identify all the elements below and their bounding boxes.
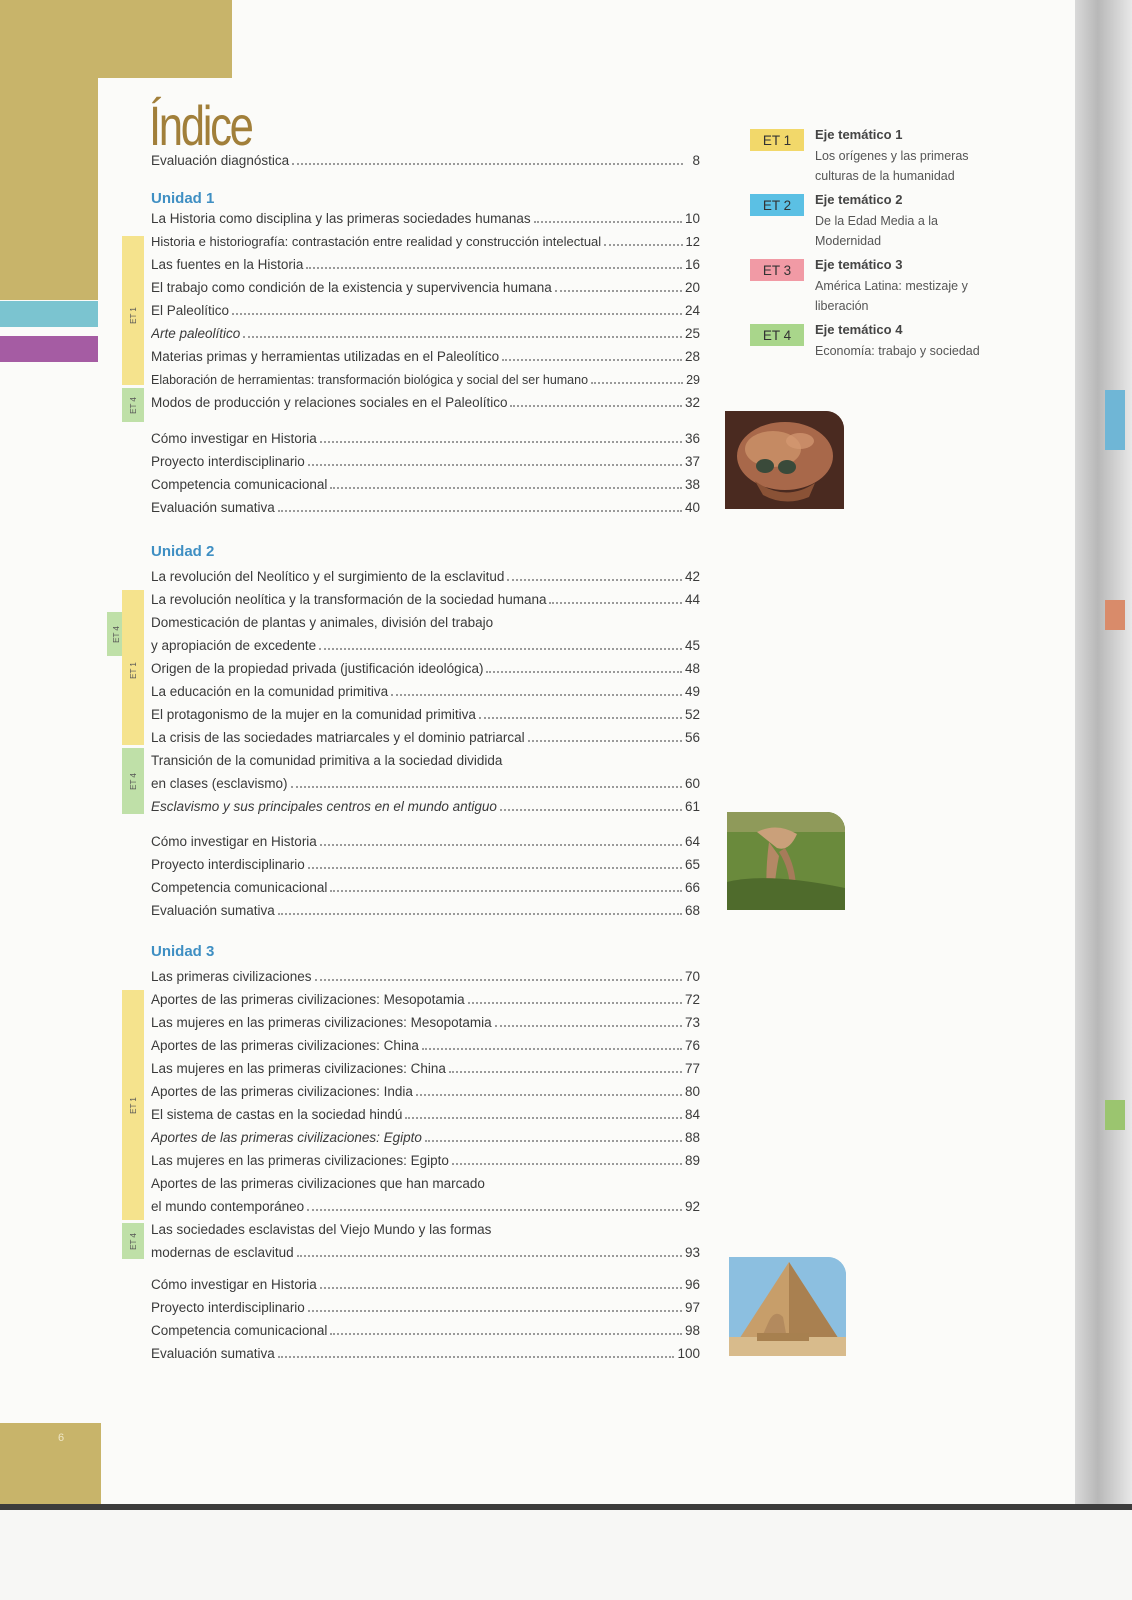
toc-entry-page: 76 xyxy=(684,1038,700,1053)
et4-bar-label: ET 4 xyxy=(128,1232,138,1250)
leader-dots xyxy=(391,694,682,696)
toc-entry-text: Las mujeres en las primeras civilizaciones: Mesopotamia xyxy=(151,1015,492,1030)
toc-entry-text: Materias primas y herramientas utilizadas en el Paleolítico xyxy=(151,349,500,364)
toc-entry[interactable] xyxy=(151,679,700,701)
toc-entry-text: Competencia comunicacional xyxy=(151,1323,328,1338)
toc-entry-text: La educación en la comunidad primitiva xyxy=(151,684,389,699)
toc-entry-page: 25 xyxy=(684,326,700,341)
toc-entry-text: Cómo investigar en Historia xyxy=(151,431,317,446)
toc-extra-entry[interactable] xyxy=(151,1341,700,1363)
leader-dots xyxy=(604,244,682,246)
leader-dots xyxy=(330,1333,682,1335)
toc-entry-text: La Historia como disciplina y las primeras sociedades humanas xyxy=(151,211,531,226)
et4-bar-label: ET 4 xyxy=(111,625,121,643)
toc-entry-page: 28 xyxy=(684,349,700,364)
toc-entry-diagnostic[interactable] xyxy=(151,148,700,170)
toc-entry[interactable] xyxy=(151,390,700,412)
toc-extra-entry[interactable] xyxy=(151,829,700,851)
toc-entry-page: 70 xyxy=(684,969,700,984)
leader-dots xyxy=(479,717,682,719)
toc-entry[interactable] xyxy=(151,987,700,1009)
toc-entry-text: Cómo investigar en Historia xyxy=(151,1277,317,1292)
early-human-field-image xyxy=(727,812,845,910)
leader-dots xyxy=(320,441,682,443)
toc-entry-text: El Paleolítico xyxy=(151,303,230,318)
leader-dots xyxy=(510,405,682,407)
book-binding-edge xyxy=(1075,0,1132,1508)
leader-dots xyxy=(315,979,682,981)
legend-description: Los orígenes y las primeras culturas de la humanidad xyxy=(815,149,969,183)
toc-entry[interactable] xyxy=(151,298,700,320)
toc-entry[interactable] xyxy=(151,1194,700,1216)
toc-entry-text: Las primeras civilizaciones xyxy=(151,969,312,984)
toc-main-entry[interactable] xyxy=(151,964,700,986)
leader-dots xyxy=(308,464,682,466)
toc-entry-text: Las fuentes en la Historia xyxy=(151,257,304,272)
toc-entry-page: 32 xyxy=(684,395,700,410)
toc-entry-text: Las mujeres en las primeras civilizaciones: China xyxy=(151,1061,446,1076)
leader-dots xyxy=(486,671,682,673)
toc-entry-line1[interactable] xyxy=(151,1171,700,1193)
toc-entry-text: La revolución del Neolítico y el surgimiento de la esclavitud xyxy=(151,569,505,584)
toc-entry-text: Proyecto interdisciplinario xyxy=(151,857,305,872)
toc-entry-page: 66 xyxy=(684,880,700,895)
toc-entry[interactable] xyxy=(151,229,700,251)
toc-entry[interactable] xyxy=(151,1056,700,1078)
toc-entry-page: 60 xyxy=(684,776,700,791)
toc-entry-text: Cómo investigar en Historia xyxy=(151,834,317,849)
leader-dots xyxy=(468,1002,682,1004)
leader-dots xyxy=(278,1356,675,1358)
leader-dots xyxy=(500,809,682,811)
toc-entry-text: Evaluación sumativa xyxy=(151,500,275,515)
toc-entry-text: Aportes de las primeras civilizaciones: China xyxy=(151,1038,419,1053)
toc-entry[interactable] xyxy=(151,252,700,274)
toc-entry[interactable] xyxy=(151,367,700,389)
toc-entry-page: 77 xyxy=(684,1061,700,1076)
toc-entry-text: Origen de la propiedad privada (justificación ideológica) xyxy=(151,661,484,676)
toc-entry-page: 52 xyxy=(684,707,700,722)
toc-entry-page: 10 xyxy=(684,211,700,226)
unit-3-heading: Unidad 3 xyxy=(151,943,215,960)
toc-entry-text: Las sociedades esclavistas del Viejo Mundo y las formas xyxy=(151,1222,492,1237)
leader-dots xyxy=(405,1117,682,1119)
toc-entry-text: Proyecto interdisciplinario xyxy=(151,1300,305,1315)
unit-2-heading: Unidad 2 xyxy=(151,543,215,560)
leader-dots xyxy=(320,1287,682,1289)
leader-dots xyxy=(449,1071,682,1073)
toc-entry-text: Competencia comunicacional xyxy=(151,477,328,492)
toc-extra-entry[interactable] xyxy=(151,875,700,897)
leader-dots xyxy=(330,890,682,892)
toc-extra-entry[interactable] xyxy=(151,472,700,494)
toc-entry[interactable] xyxy=(151,1125,700,1147)
toc-entry-page: 8 xyxy=(692,153,700,168)
toc-entry[interactable] xyxy=(151,633,700,655)
toc-entry-page: 64 xyxy=(684,834,700,849)
toc-entry-text: el mundo contemporáneo xyxy=(151,1199,305,1214)
toc-extra-entry[interactable] xyxy=(151,426,700,448)
pyramid-sphinx-image xyxy=(729,1257,846,1356)
leader-dots xyxy=(452,1163,682,1165)
toc-entry-page: 48 xyxy=(684,661,700,676)
leader-dots xyxy=(291,786,682,788)
toc-extra-entry[interactable] xyxy=(151,852,700,874)
toc-entry-text: Aportes de las primeras civilizaciones: Egipto xyxy=(151,1130,422,1145)
toc-entry-page: 92 xyxy=(684,1199,700,1214)
leader-dots xyxy=(502,359,682,361)
toc-entry[interactable] xyxy=(151,794,700,816)
toc-entry-text: Aportes de las primeras civilizaciones que han marcado xyxy=(151,1176,485,1191)
toc-entry-text: El trabajo como condición de la existencia y supervivencia humana xyxy=(151,280,552,295)
leader-dots xyxy=(306,267,682,269)
leader-dots xyxy=(308,867,682,869)
toc-entry[interactable] xyxy=(151,725,700,747)
toc-entry-text: Arte paleolítico xyxy=(151,326,241,341)
toc-entry-page: 37 xyxy=(684,454,700,469)
leader-dots xyxy=(416,1094,682,1096)
decorative-purple-bar xyxy=(0,336,98,362)
toc-entry-page: 40 xyxy=(684,500,700,515)
leader-dots xyxy=(495,1025,682,1027)
toc-entry-page: 73 xyxy=(684,1015,700,1030)
toc-entry-page: 72 xyxy=(684,992,700,1007)
leader-dots xyxy=(507,579,682,581)
leader-dots xyxy=(307,1209,682,1211)
leader-dots xyxy=(320,844,682,846)
et4-bar-label: ET 4 xyxy=(128,772,138,790)
page-number: 6 xyxy=(58,1432,65,1444)
toc-entry-page: 84 xyxy=(684,1107,700,1122)
toc-extra-entry[interactable] xyxy=(151,898,700,920)
unit-1-heading: Unidad 1 xyxy=(151,190,215,207)
toc-extra-entry[interactable] xyxy=(151,495,700,517)
toc-entry[interactable] xyxy=(151,1240,700,1262)
et1-bar-label: ET 1 xyxy=(128,1096,138,1114)
leader-dots xyxy=(308,1310,682,1312)
toc-entry-page: 98 xyxy=(684,1323,700,1338)
decorative-cyan-bar xyxy=(0,301,98,327)
toc-entry[interactable] xyxy=(151,1010,700,1032)
toc-entry[interactable] xyxy=(151,1148,700,1170)
legend-title: Eje temático 3 xyxy=(815,257,903,272)
et4-bar-label: ET 4 xyxy=(128,396,138,414)
legend-title: Eje temático 1 xyxy=(815,127,903,142)
page-number-block xyxy=(0,1423,101,1505)
toc-entry-page: 49 xyxy=(684,684,700,699)
toc-entry-text: La crisis de las sociedades matriarcales y el dominio patriarcal xyxy=(151,730,525,745)
toc-entry-page: 24 xyxy=(684,303,700,318)
toc-entry-page: 44 xyxy=(684,592,700,607)
toc-extra-entry[interactable] xyxy=(151,1272,700,1294)
leader-dots xyxy=(278,913,682,915)
legend-description: De la Edad Media a la Modernidad xyxy=(815,214,938,248)
toc-entry-page: 65 xyxy=(684,857,700,872)
toc-entry-page: 89 xyxy=(684,1153,700,1168)
toc-entry-text: en clases (esclavismo) xyxy=(151,776,288,791)
toc-entry-page: 20 xyxy=(684,280,700,295)
toc-entry-text: Elaboración de herramientas: transformación biológica y social del ser humano xyxy=(151,373,589,387)
toc-entry-text: Evaluación sumativa xyxy=(151,1346,275,1361)
toc-entry-text: Esclavismo y sus principales centros en el mundo antiguo xyxy=(151,799,497,814)
toc-entry-text: Transición de la comunidad primitiva a la sociedad dividida xyxy=(151,753,503,768)
toc-entry-page: 93 xyxy=(684,1245,700,1260)
page-title: Índice xyxy=(149,94,252,157)
toc-entry-page: 61 xyxy=(684,799,700,814)
toc-entry-text: y apropiación de excedente xyxy=(151,638,317,653)
leader-dots xyxy=(297,1255,682,1257)
leader-dots xyxy=(528,740,682,742)
leader-dots xyxy=(330,487,682,489)
toc-entry-line1[interactable] xyxy=(151,1217,700,1239)
leader-dots xyxy=(232,313,682,315)
toc-extra-entry[interactable] xyxy=(151,1295,700,1317)
leader-dots xyxy=(319,648,682,650)
toc-entry[interactable] xyxy=(151,1033,700,1055)
toc-entry-page: 88 xyxy=(684,1130,700,1145)
toc-entry-page: 56 xyxy=(684,730,700,745)
toc-entry-page: 96 xyxy=(684,1277,700,1292)
leader-dots xyxy=(534,221,682,223)
toc-entry-page: 29 xyxy=(686,373,700,387)
toc-entry[interactable] xyxy=(151,656,700,678)
toc-entry-text: La revolución neolítica y la transformación de la sociedad humana xyxy=(151,592,547,607)
toc-entry-page: 80 xyxy=(684,1084,700,1099)
decorative-tan-side xyxy=(0,0,98,300)
toc-entry[interactable] xyxy=(151,321,700,343)
legend-tag-et2: ET 2 xyxy=(750,194,804,216)
toc-entry-text: Proyecto interdisciplinario xyxy=(151,454,305,469)
leader-dots xyxy=(278,510,682,512)
toc-entry[interactable] xyxy=(151,702,700,724)
toc-entry[interactable] xyxy=(151,771,700,793)
leader-dots xyxy=(555,290,682,292)
toc-entry-text: Modos de producción y relaciones sociales en el Paleolítico xyxy=(151,395,508,410)
toc-entry-text: Evaluación diagnóstica xyxy=(151,153,290,168)
legend-title: Eje temático 4 xyxy=(815,322,903,337)
legend-description: América Latina: mestizaje y liberación xyxy=(815,279,968,313)
toc-entry-text: Aportes de las primeras civilizaciones: India xyxy=(151,1084,413,1099)
toc-entry-text: Competencia comunicacional xyxy=(151,880,328,895)
toc-entry-page: 36 xyxy=(684,431,700,446)
toc-entry-page: 45 xyxy=(684,638,700,653)
scan-background xyxy=(0,1510,1132,1600)
toc-entry-line1[interactable] xyxy=(151,610,700,632)
toc-entry-text: Domesticación de plantas y animales, división del trabajo xyxy=(151,615,494,630)
leader-dots xyxy=(243,336,682,338)
legend-tag-et4: ET 4 xyxy=(750,324,804,346)
toc-entry-text: El protagonismo de la mujer en la comunidad primitiva xyxy=(151,707,476,722)
toc-entry-text: Aportes de las primeras civilizaciones: Mesopotamia xyxy=(151,992,465,1007)
et1-bar-label: ET 1 xyxy=(128,661,138,679)
hominid-skull-image xyxy=(725,411,844,509)
et1-bar-label: ET 1 xyxy=(128,306,138,324)
leader-dots xyxy=(425,1140,682,1142)
toc-entry-page: 100 xyxy=(677,1346,700,1361)
toc-main-entry[interactable] xyxy=(151,206,700,228)
toc-entry-page: 97 xyxy=(684,1300,700,1315)
toc-entry-text: modernas de esclavitud xyxy=(151,1245,294,1260)
toc-entry[interactable] xyxy=(151,275,700,297)
toc-entry[interactable] xyxy=(151,1079,700,1101)
leader-dots xyxy=(591,382,683,384)
legend-title: Eje temático 2 xyxy=(815,192,903,207)
leader-dots xyxy=(292,163,683,165)
legend-tag-et1: ET 1 xyxy=(750,129,804,151)
toc-entry-text: Historia e historiografía: contrastación entre realidad y construcción intelectual xyxy=(151,234,602,249)
toc-entry[interactable] xyxy=(151,1102,700,1124)
legend-description: Economía: trabajo y sociedad xyxy=(815,344,980,358)
toc-entry-text: Las mujeres en las primeras civilizaciones: Egipto xyxy=(151,1153,449,1168)
toc-entry-text: El sistema de castas en la sociedad hindú xyxy=(151,1107,403,1122)
toc-entry-page: 42 xyxy=(684,569,700,584)
toc-entry[interactable] xyxy=(151,344,700,366)
toc-entry[interactable] xyxy=(151,587,700,609)
toc-entry-page: 16 xyxy=(684,257,700,272)
toc-extra-entry[interactable] xyxy=(151,1318,700,1340)
toc-main-entry[interactable] xyxy=(151,564,700,586)
leader-dots xyxy=(422,1048,682,1050)
toc-entry-page: 68 xyxy=(684,903,700,918)
toc-entry-page: 12 xyxy=(685,234,700,249)
toc-entry-line1[interactable] xyxy=(151,748,700,770)
toc-extra-entry[interactable] xyxy=(151,449,700,471)
legend-tag-et3: ET 3 xyxy=(750,259,804,281)
toc-entry-text: Evaluación sumativa xyxy=(151,903,275,918)
leader-dots xyxy=(549,602,681,604)
toc-entry-page: 38 xyxy=(684,477,700,492)
